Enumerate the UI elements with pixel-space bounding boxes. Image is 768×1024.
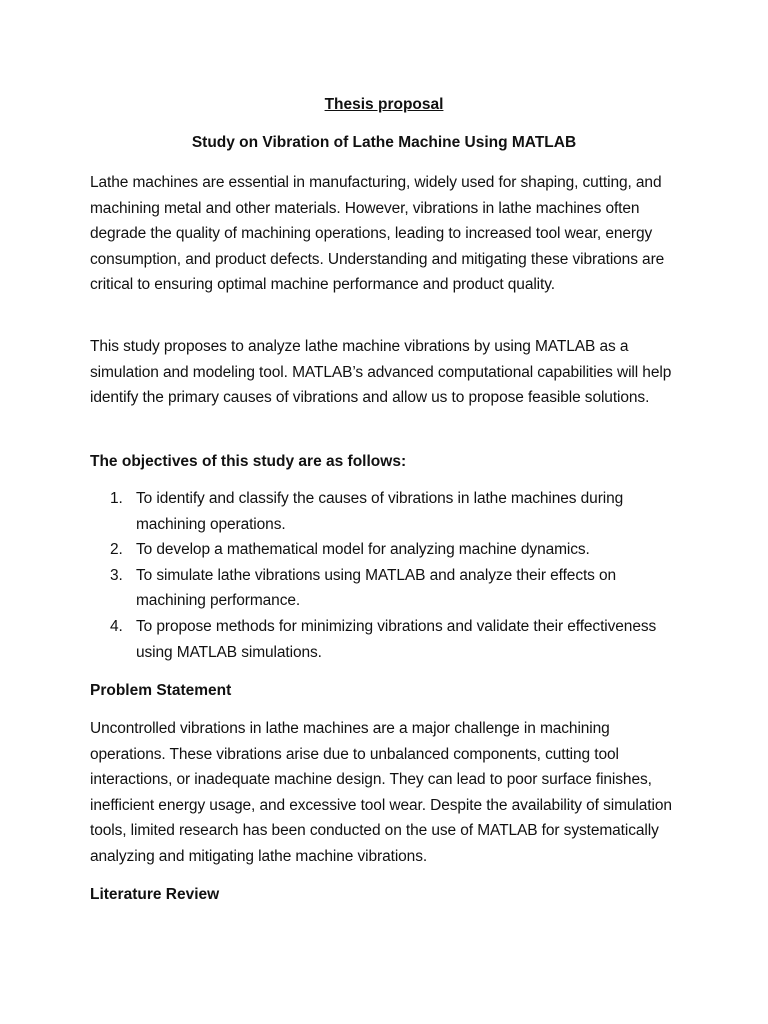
objectives-list bbox=[90, 486, 680, 665]
literature-review-heading: Literature Review bbox=[90, 886, 220, 903]
objective-number: 3. bbox=[110, 566, 123, 584]
objectives-heading: The objectives of this study are as follows: bbox=[90, 453, 407, 470]
objective-text: To simulate lathe vibrations using MATLAB and analyze their effects on machining performance. bbox=[136, 566, 617, 610]
document-subtitle: Study on Vibration of Lathe Machine Using MATLAB bbox=[191, 134, 577, 151]
intro-paragraph: Lathe machines are essential in manufacturing, widely used for shaping, cutting, and machining metal and other materials. However, vibrations in lathe machines often degrade the quality of machining operations, leading to increased tool wear, energy consumption, and product defects. Understanding and mitigating these vibrations are critical to ensuring optimal machine performance and product quality. bbox=[90, 174, 665, 294]
objective-item bbox=[90, 563, 680, 614]
objective-item bbox=[90, 537, 680, 563]
objective-item bbox=[90, 486, 680, 537]
objective-number: 4. bbox=[110, 617, 123, 635]
objective-number: 1. bbox=[110, 490, 123, 507]
document-title: Thesis proposal bbox=[324, 96, 444, 113]
objective-item bbox=[90, 614, 680, 665]
problem-statement-heading: Problem Statement bbox=[90, 682, 232, 699]
study-paragraph: This study proposes to analyze lathe machine vibrations by using MATLAB as a simulation and modeling tool. MATLAB’s advanced computational capabilities will help identify the primary causes of vibrations and allow us to propose feasible solutions. bbox=[90, 338, 672, 407]
objective-number: 2. bbox=[110, 541, 123, 559]
objective-text: To develop a mathematical model for analyzing machine dynamics. bbox=[136, 541, 590, 559]
problem-statement-paragraph: Uncontrolled vibrations in lathe machines are a major challenge in machining operations. These vibrations arise due to unbalanced components, cutting tool interactions, or inadequate machine design. They can lead to poor surface finishes, inefficient energy usage, and excessive tool wear. Despite the availability of simulation tools, limited research has been conducted on the use of MATLAB for systematically analyzing and mitigating lathe machine vibrations. bbox=[90, 720, 672, 865]
objective-text: To identify and classify the causes of vibrations in lathe machines during machining operations. bbox=[136, 490, 624, 533]
objective-text: To propose methods for minimizing vibrations and validate their effectiveness using MATLAB simulations. bbox=[136, 617, 657, 661]
